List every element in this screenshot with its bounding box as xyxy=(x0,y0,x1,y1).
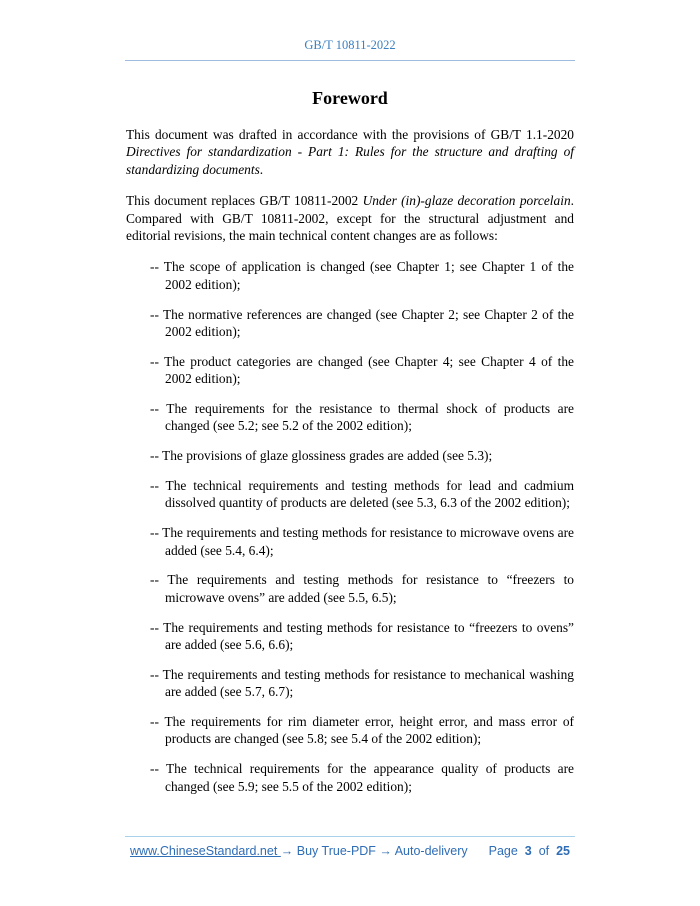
list-item: -- The technical requirements for the appearance quality of products are changed (see 5.9; see 5.5 of the 2002 edition); xyxy=(150,761,574,794)
text: . xyxy=(259,161,264,177)
italic-title: Under (in)-glaze decoration porcelain xyxy=(362,193,571,209)
list-item: -- The requirements and testing methods for resistance to “freezers to ovens” are added (see 5.6, 6.6); xyxy=(150,619,574,653)
total-pages: 25 xyxy=(556,844,570,858)
website-link[interactable]: www.ChineseStandard.net xyxy=(130,844,281,858)
list-item: -- The scope of application is changed (see Chapter 1; see Chapter 1 of the 2002 edition); xyxy=(150,259,574,292)
page-number xyxy=(489,844,570,858)
list-item: -- The product categories are changed (see Chapter 4; see Chapter 4 of the 2002 edition); xyxy=(150,353,574,387)
list-item: -- The requirements for the resistance to thermal shock of products are changed (see 5.2; see 5.2 of the 2002 edition); xyxy=(150,401,574,434)
page-label: Page xyxy=(488,844,518,858)
page-title: Foreword xyxy=(312,88,388,108)
current-page: 3 xyxy=(524,844,532,858)
list-item: -- The technical requirements and testing methods for lead and cadmium dissolved quantity of products are deleted (see 5.3, 6.3 of the 2002 edition); xyxy=(150,478,574,511)
running-header: GB/T 10811-2022 xyxy=(304,38,396,52)
document-body xyxy=(126,126,574,807)
page-footer xyxy=(130,844,570,858)
list-item: -- The normative references are changed (see Chapter 2; see Chapter 2 of the 2002 edition); xyxy=(150,306,574,340)
paragraph-replaces xyxy=(126,192,574,244)
italic-title: Directives for standardization - Part 1: Rules for the structure and drafting of standardizing documents xyxy=(126,144,574,177)
list-item: -- The requirements and testing methods for resistance to mechanical washing are added (see 5.7, 6.7); xyxy=(150,666,574,700)
footer-tagline: → Buy True-PDF → Auto-delivery xyxy=(280,844,468,858)
list-item: -- The requirements for rim diameter error, height error, and mass error of products are changed (see 5.8; see 5.4 of the 2002 edition); xyxy=(150,714,574,747)
of-label: of xyxy=(538,844,550,858)
header-divider xyxy=(125,60,575,61)
list-item: -- The requirements and testing methods for resistance to microwave ovens are added (see 5.4, 6.4); xyxy=(150,525,574,558)
footer-divider xyxy=(125,836,575,837)
text: . Compared with GB/T 10811-2002, except for the structural adjustment and editorial revisions, the main technical content changes are as follows: xyxy=(126,193,575,244)
changes-list xyxy=(126,258,574,795)
text: This document replaces GB/T 10811-2002 xyxy=(126,193,363,209)
list-item: -- The provisions of glaze glossiness grades are added (see 5.3); xyxy=(150,448,493,464)
paragraph-drafting xyxy=(126,126,574,178)
text: This document was drafted in accordance with the provisions of GB/T 1.1-2020 xyxy=(126,127,574,142)
list-item: -- The requirements and testing methods for resistance to “freezers to microwave ovens” are added (see 5.5, 6.5); xyxy=(150,572,574,605)
